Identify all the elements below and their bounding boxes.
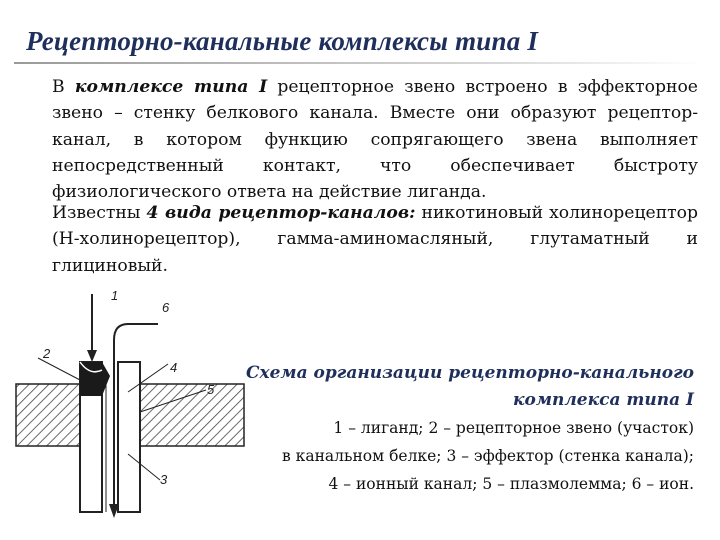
plasmolemma-right bbox=[140, 384, 244, 446]
slide-title: Рецепторно-канальные комплексы типа I bbox=[26, 26, 539, 56]
receptor-channel-diagram bbox=[10, 284, 250, 534]
fig-label-5: 5 bbox=[207, 382, 215, 397]
channel-wall-right bbox=[118, 362, 140, 512]
paragraph-channel-types bbox=[52, 200, 698, 279]
caption-title-line1: Схема организации рецепторно-канального bbox=[245, 363, 694, 383]
fig-label-4: 4 bbox=[170, 360, 178, 375]
fig-label-1: 1 bbox=[111, 288, 119, 303]
plasmolemma-left bbox=[16, 384, 80, 446]
caption-title-line2: комплекса типа I bbox=[512, 390, 694, 410]
fig-label-2: 2 bbox=[43, 346, 51, 361]
para1-text: рецепторное звено встроено в эффекторное звено – стенку белкового канала. Вместе они образуют рецептор-канал, в котором функцию сопрягающего звена выполняет непосредственный контакт, что обеспечивает быстроту физиологического ответа на действие лиганда. bbox=[52, 77, 698, 203]
para1-emphasis: комплексе типа I bbox=[74, 77, 268, 97]
caption-line: 1 – лиганд; 2 – рецепторное звено (участок) bbox=[333, 419, 694, 437]
fig-label-6: 6 bbox=[162, 300, 170, 315]
para2-text: никотиновый холинорецептор (Н-холинорецептор), гамма-аминомасляный, глутаматный и глициновый. bbox=[52, 203, 699, 276]
fig-label-3: 3 bbox=[160, 472, 168, 487]
para2-prefix: Известны bbox=[52, 203, 147, 223]
para1-prefix: В bbox=[52, 77, 75, 97]
figure-caption bbox=[234, 360, 694, 498]
caption-line: в канальном белке; 3 – эффектор (стенка канала); bbox=[282, 447, 694, 465]
title-divider bbox=[14, 62, 704, 64]
paragraph-type-1 bbox=[52, 74, 698, 205]
caption-line: 4 – ионный канал; 5 – плазмолемма; 6 – ион. bbox=[328, 475, 694, 493]
para2-emphasis: 4 вида рецептор-каналов: bbox=[146, 203, 416, 223]
